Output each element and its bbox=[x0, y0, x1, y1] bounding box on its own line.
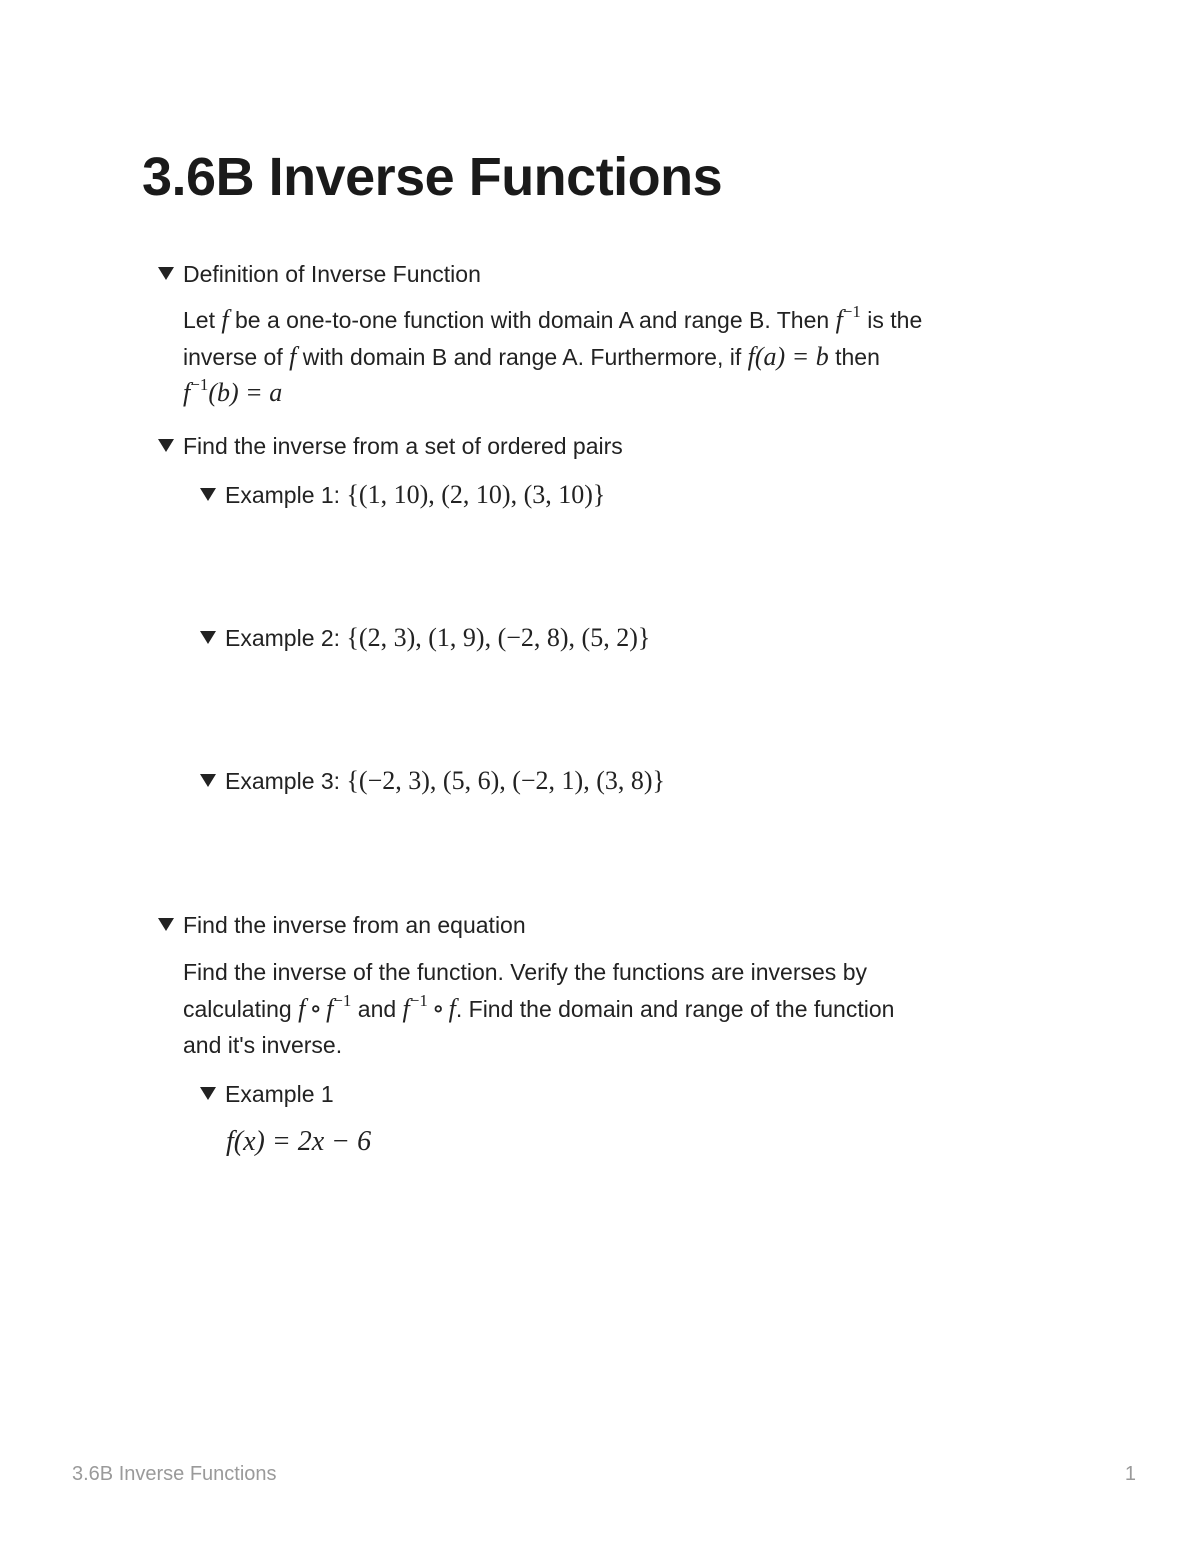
example-set: {(1, 10), (2, 10), (3, 10)} bbox=[346, 480, 606, 509]
toggle-label: Definition of Inverse Function bbox=[183, 261, 481, 287]
equation-instructions bbox=[183, 954, 1063, 1064]
equation-example-1: f(x) = 2x − 6 bbox=[226, 1126, 372, 1157]
instr-line-2: calculating f ∘ $f^{-1}$ and $f^{-1}$ ∘ f. Find the domain and range of the function bbox=[183, 990, 895, 1023]
toggle-equation-example-1[interactable]: Example 1 bbox=[200, 1078, 334, 1110]
page-title: 3.6B Inverse Functions bbox=[142, 147, 723, 207]
definition-text bbox=[183, 302, 1063, 412]
toggle-triangle-icon[interactable] bbox=[200, 631, 216, 644]
toggle-triangle-icon[interactable] bbox=[158, 918, 174, 931]
toggle-label: Find the inverse from an equation bbox=[183, 912, 526, 938]
instr-line-1: Find the inverse of the function. Verify the functions are inverses by bbox=[183, 959, 867, 985]
toggle-ordered-pairs[interactable] bbox=[158, 430, 623, 462]
instr-line-3: and it's inverse. bbox=[183, 1032, 343, 1058]
toggle-example-3[interactable]: Example 3: {(−2, 3), (5, 6), (−2, 1), (3, 8)} bbox=[200, 765, 665, 797]
toggle-triangle-icon[interactable] bbox=[200, 774, 216, 787]
toggle-triangle-icon[interactable] bbox=[158, 267, 174, 280]
page-number: 1 bbox=[1124, 1463, 1136, 1485]
toggle-example-1[interactable]: Example 1: {(1, 10), (2, 10), (3, 10)} bbox=[200, 479, 605, 511]
toggle-equation[interactable] bbox=[158, 909, 526, 941]
example-set: {(2, 3), (1, 9), (−2, 8), (5, 2)} bbox=[346, 623, 651, 652]
toggle-triangle-icon[interactable] bbox=[200, 488, 216, 501]
toggle-label: Find the inverse from a set of ordered pairs bbox=[183, 433, 623, 459]
example-set: {(−2, 3), (5, 6), (−2, 1), (3, 8)} bbox=[346, 766, 666, 795]
definition-line-2: inverse of f with domain B and range A. Furthermore, if f(a) = b then bbox=[183, 341, 880, 371]
toggle-triangle-icon[interactable] bbox=[200, 1087, 216, 1100]
toggle-example-2[interactable]: Example 2: {(2, 3), (1, 9), (−2, 8), (5, 2)} bbox=[200, 622, 650, 654]
toggle-triangle-icon[interactable] bbox=[158, 439, 174, 452]
definition-line-1: Let f be a one-to-one function with domain A and range B. Then $f^{-1}$ is the bbox=[183, 302, 923, 334]
toggle-definition[interactable] bbox=[158, 258, 481, 290]
definition-line-3: $f^{-1}(b) = a$ bbox=[183, 375, 283, 407]
footer-title: 3.6B Inverse Functions bbox=[72, 1463, 277, 1485]
